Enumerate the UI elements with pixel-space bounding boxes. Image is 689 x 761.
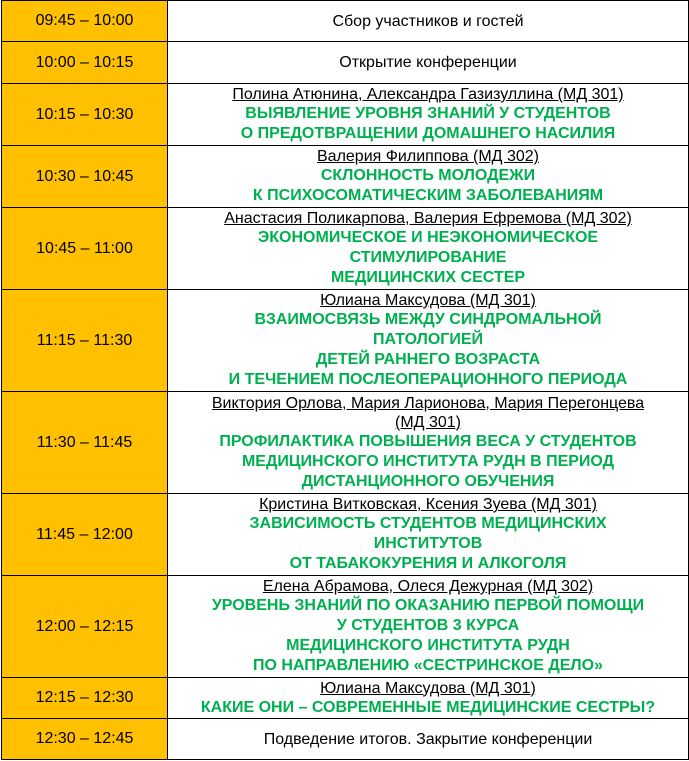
time-cell: 10:15 – 10:30 [2,84,168,146]
schedule-table [1,0,689,760]
event-cell [168,290,689,392]
speaker-names: Елена Абрамова, Олеся Дежурная (МД 302) [262,578,594,595]
event-cell [168,576,689,678]
event-cell [168,1,689,42]
speaker-names: Виктория Орлова, Мария Ларионова, Мария Перегонцева (МД 301) [211,394,645,431]
speaker-names: Юлиана Максудова (МД 301) [320,292,536,309]
table-row [2,1,689,42]
table-row [2,146,689,208]
table-row [2,42,689,84]
event-text: Открытие конференции [339,54,517,71]
table-row [2,678,689,719]
time-cell: 12:15 – 12:30 [2,678,168,719]
table-row [2,494,689,576]
time-cell: 10:30 – 10:45 [2,146,168,208]
event-cell [168,42,689,84]
event-cell [168,678,689,719]
speaker-names: Полина Атюнина, Александра Газизуллина (МД 301) [232,86,624,103]
event-cell [168,719,689,760]
table-row [2,392,689,494]
event-cell [168,494,689,576]
time-cell: 11:30 – 11:45 [2,392,168,494]
talk-title: ВЗАИМОСВЯЗЬ МЕЖДУ СИНДРОМАЛЬНОЙ ПАТОЛОГИЕЙ ДЕТЕЙ РАННЕГО ВОЗРАСТА И ТЕЧЕНИЕМ ПОСЛЕОПЕРАЦИОННОГО ПЕРИОДА [228,311,628,388]
event-text: Сбор участников и гостей [332,12,524,30]
table-row [2,290,689,392]
talk-title: ПРОФИЛАКТИКА ПОВЫШЕНИЯ ВЕСА У СТУДЕНТОВ МЕДИЦИНСКОГО ИНСТИТУТА РУДН В ПЕРИОД ДИСТАНЦИОННОГО ОБУЧЕНИЯ [219,432,637,490]
time-cell: 11:45 – 12:00 [2,494,168,576]
time-cell: 10:45 – 11:00 [2,208,168,290]
table-row [2,208,689,290]
speaker-names: Юлиана Максудова (МД 301) [320,679,536,697]
time-cell: 12:00 – 12:15 [2,576,168,678]
talk-title: КАКИЕ ОНИ – СОВРЕМЕННЫЕ МЕДИЦИНСКИЕ СЕСТРЫ? [200,698,656,716]
speaker-names: Кристина Витковская, Ксения Зуева (МД 301) [259,496,597,513]
talk-title: ВЫЯВЛЕНИЕ УРОВНЯ ЗНАНИЙ У СТУДЕНТОВ О ПРЕДОТВРАЩЕНИИ ДОМАШНЕГО НАСИЛИЯ [240,105,616,142]
table-row [2,719,689,760]
event-cell [168,146,689,208]
talk-title: ЭКОНОМИЧЕСКОЕ И НЕЭКОНОМИЧЕСКОЕ СТИМУЛИРОВАНИЕ МЕДИЦИНСКИХ СЕСТЕР [257,229,599,286]
time-cell: 11:15 – 11:30 [2,290,168,392]
talk-title: ЗАВИСИМОСТЬ СТУДЕНТОВ МЕДИЦИНСКИХ ИНСТИТУТОВ ОТ ТАБАКОКУРЕНИЯ И АЛКОГОЛЯ [249,515,607,572]
event-cell [168,208,689,290]
event-text: Подведение итогов. Закрытие конференции [263,730,593,748]
speaker-names: Валерия Филиппова (МД 302) [317,148,539,165]
event-cell [168,84,689,146]
speaker-names: Анастасия Поликарпова, Валерия Ефремова (МД 302) [224,210,632,227]
table-row [2,84,689,146]
table-row [2,576,689,678]
talk-title: УРОВЕНЬ ЗНАНИЙ ПО ОКАЗАНИЮ ПЕРВОЙ ПОМОЩИ У СТУДЕНТОВ 3 КУРСА МЕДИЦИНСКОГО ИНСТИТУТА РУДН ПО НАПРАВЛЕНИЮ «СЕСТРИНСКОЕ ДЕЛО» [211,597,645,674]
talk-title: СКЛОННОСТЬ МОЛОДЕЖИ К ПСИХОСОМАТИЧЕСКИМ ЗАБОЛЕВАНИЯМ [252,167,604,204]
time-cell: 09:45 – 10:00 [2,1,168,42]
event-cell [168,392,689,494]
time-cell: 12:30 – 12:45 [2,719,168,760]
time-cell: 10:00 – 10:15 [2,42,168,84]
